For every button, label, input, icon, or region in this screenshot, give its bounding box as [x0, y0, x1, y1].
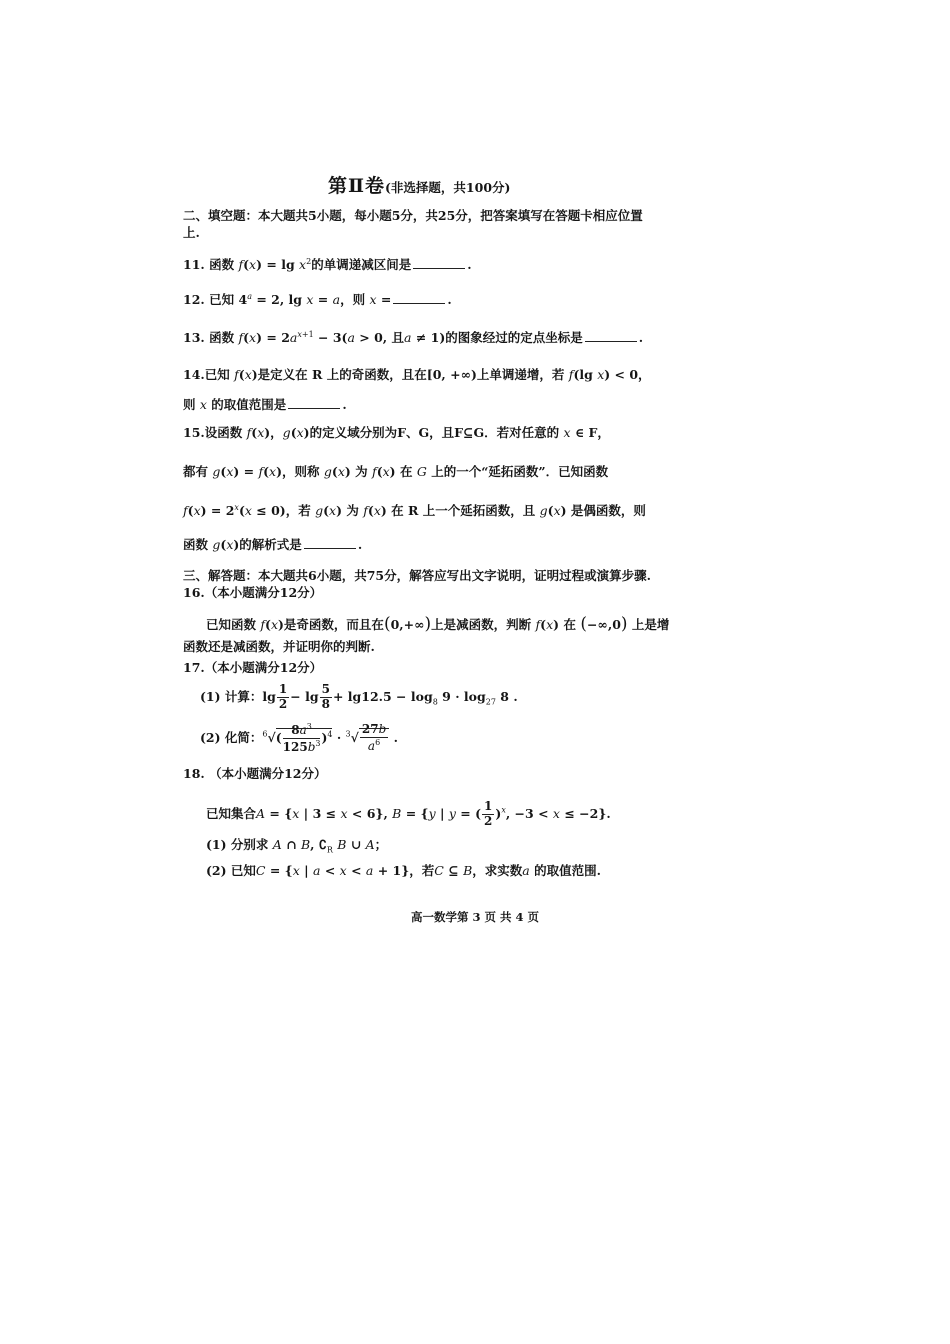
volume-title: 第Ⅱ卷 [328, 175, 386, 197]
question-18-part1: (1) 分别求 A ∩ B, $∁_R$ B ∪ A； [206, 837, 388, 855]
question-number: 11. [183, 257, 205, 273]
question-16-body-cont: 函数还是减函数，并证明你的判断. [183, 639, 375, 654]
question-number: 12. [183, 292, 205, 308]
question-17-header: 17.（本小题满分12分） [183, 660, 323, 675]
question-18-part2: (2) 已知C = {x | a < x < a + 1}，若C ⊆ B，求实数a 的取值范围. [206, 863, 601, 878]
question-18-header: 18. （本小题满分12分） [183, 766, 327, 781]
question-14: 14.已知 f(x)是定义在 R 上的奇函数，且在[0, +∞)上单调递增，若 f(lg x) < 0， [183, 367, 651, 382]
question-14-cont: 则 x 的取值范围是 . [183, 397, 347, 412]
page-footer: 高一数学第 3 页 共 4 页 [411, 910, 540, 924]
question-16-body: 已知函数 f(x)是奇函数，而且在(0,+∞)上是减函数，判断 f(x) 在 (−∞,0) 上是增 [206, 614, 670, 634]
question-number: 15. [183, 425, 205, 440]
fraction: $\frac{1}{2}$ [484, 799, 493, 828]
fraction: $\frac{8a^3}{125b^3}$ [282, 722, 321, 754]
question-11: 11. 函数 $f(x) = \lg x^2$的单调递减区间是 . [183, 257, 472, 273]
question-15-line3: $f(x) = 2^x(x \le 0)$，若 g(x) 为 f(x) 在 R 上一个延拓函数，且 g(x) 是偶函数，则 [183, 503, 646, 519]
question-17-part1: (1) 计算：lg $\frac{1}{2}$ − lg $\frac{5}{8}$ + $\lg 12.5 - \log_8 9 \cdot \log_{27} 8$ . [200, 682, 518, 711]
answer-blank [304, 538, 356, 549]
question-number: 13. [183, 330, 205, 346]
fraction: $\frac{1}{2}$ [278, 682, 288, 711]
question-13: 13. 函数 $f(x) = 2a^{x+1} - 3(a > 0$, 且a ≠ 1)的图象经过的定点坐标是 . [183, 330, 644, 346]
fraction: $\frac{27b}{a^6}$ [361, 722, 387, 753]
question-16-header: 16.（本小题满分12分） [183, 585, 323, 600]
question-15: 15.设函数 f(x)，g(x)的定义域分别为F、G，且F⊆G．若对任意的 x ∈ F， [183, 425, 610, 440]
section2-instructions-cont: 上. [183, 225, 200, 240]
answer-blank [393, 293, 445, 304]
question-15-line2: 都有 g(x) = f(x)，则称 g(x) 为 f(x) 在 G 上的一个“延拓函数”．已知函数 [183, 464, 609, 479]
question-12: 12. 已知 $4^a = 2$, lg x = a，则 x = . [183, 292, 452, 308]
question-18-given: 已知集合A = {x | 3 ≤ x < 6}, B = {y | y = ( $\frac{1}{2}$ )$^x$, −3 < x ≤ −2}. [206, 799, 611, 828]
section-title [328, 177, 510, 196]
fraction: $\frac{5}{8}$ [321, 682, 330, 711]
question-number: 14. [183, 367, 205, 382]
section2-instructions: 二、填空题：本大题共5小题，每小题5分，共25分，把答案填写在答题卡相应位置 [183, 208, 643, 223]
answer-blank [288, 398, 340, 409]
section3-instructions: 三、解答题：本大题共6小题，共75分，解答应写出文字说明，证明过程或演算步骤. [183, 568, 651, 583]
volume-note: (非选择题，共100分) [385, 180, 511, 195]
question-15-line4: 函数 g(x)的解析式是 . [183, 537, 363, 552]
answer-blank [413, 258, 465, 269]
question-17-part2: (2) 化简：$^6$√( $\frac{8a^3}{125b^3}$ )$^4$ · $^3$√ $\frac{27b}{a^6}$ . [200, 722, 398, 754]
answer-blank [585, 331, 637, 342]
